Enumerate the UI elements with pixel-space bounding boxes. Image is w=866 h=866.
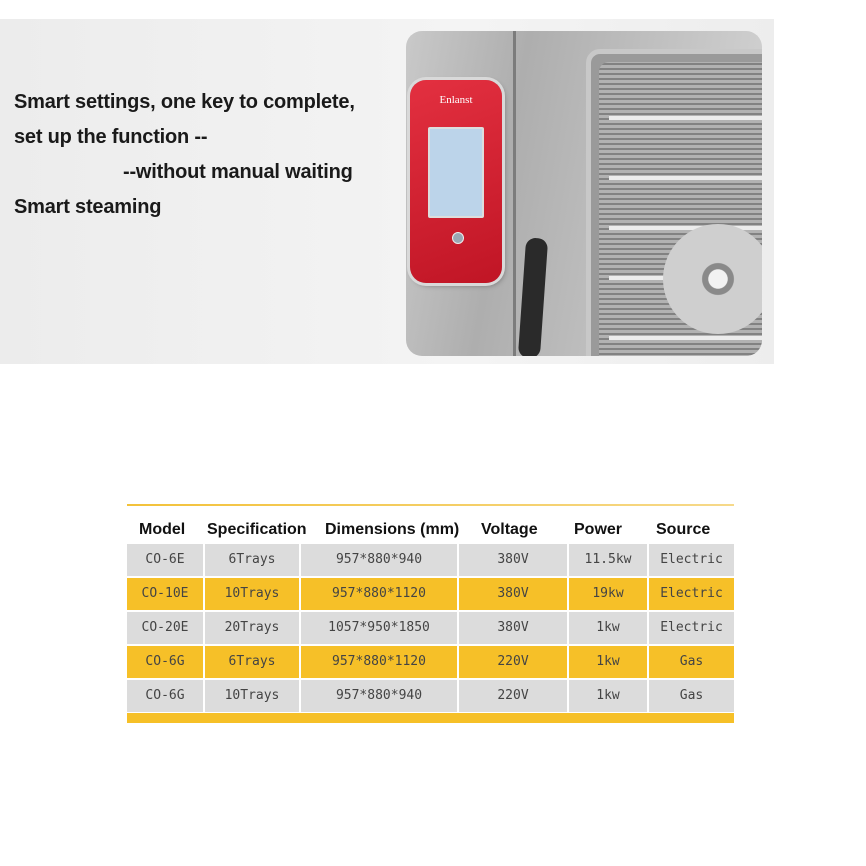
cell-dimensions: 957*880*940 <box>335 552 423 567</box>
cell-dimensions: 1057*950*1850 <box>328 620 430 635</box>
column-divider <box>203 646 205 678</box>
tagline-line-2: set up the function -- <box>14 126 208 148</box>
column-divider <box>299 612 301 644</box>
tagline-line-4: Smart steaming <box>14 196 162 218</box>
column-divider <box>457 612 459 644</box>
cell-model: CO-6G <box>145 688 185 703</box>
cell-specification: 10Trays <box>224 586 280 601</box>
cell-specification: 10Trays <box>224 688 280 703</box>
brand-logo: Enlanst <box>439 94 473 106</box>
cell-specification: 6Trays <box>228 654 276 669</box>
column-divider <box>567 646 569 678</box>
door-seam <box>513 31 516 356</box>
column-divider <box>299 544 301 576</box>
table-accent-line <box>127 504 734 506</box>
column-divider <box>567 612 569 644</box>
cell-model: CO-6E <box>145 552 185 567</box>
cell-voltage: 220V <box>497 654 529 669</box>
cell-power: 1kw <box>596 688 620 703</box>
cell-source: Gas <box>679 654 704 669</box>
column-divider <box>647 680 649 712</box>
cell-power: 1kw <box>596 654 620 669</box>
column-divider <box>299 578 301 610</box>
convection-fan-icon <box>663 224 762 334</box>
cell-dimensions: 957*880*1120 <box>332 654 426 669</box>
cell-model: CO-20E <box>141 620 189 635</box>
cell-dimensions: 957*880*940 <box>335 688 423 703</box>
cell-power: 11.5kw <box>584 552 632 567</box>
tagline-line-1: Smart settings, one key to complete, <box>14 91 355 113</box>
header-dimensions: Dimensions (mm) <box>325 521 460 538</box>
column-divider <box>647 646 649 678</box>
column-divider <box>647 578 649 610</box>
column-divider <box>647 544 649 576</box>
cell-voltage: 220V <box>497 688 529 703</box>
rack-shelf <box>609 176 762 180</box>
table-bottom-bar <box>127 713 734 723</box>
cell-voltage: 380V <box>497 586 529 601</box>
column-divider <box>299 646 301 678</box>
table-row <box>127 612 734 644</box>
column-divider <box>457 680 459 712</box>
header-model: Model <box>139 521 186 538</box>
table-row <box>127 646 734 678</box>
column-divider <box>567 578 569 610</box>
control-knob-icon <box>452 232 464 244</box>
cell-power: 1kw <box>596 620 620 635</box>
column-divider <box>457 578 459 610</box>
rack-shelf <box>609 116 762 120</box>
column-divider <box>457 646 459 678</box>
tagline-line-3: --without manual waiting <box>123 161 353 183</box>
column-divider <box>203 680 205 712</box>
rack-shelf <box>609 336 762 340</box>
cell-specification: 20Trays <box>224 620 280 635</box>
cell-source: Gas <box>679 688 704 703</box>
oven-cavity <box>586 49 762 356</box>
cell-specification: 6Trays <box>228 552 276 567</box>
column-divider <box>567 680 569 712</box>
column-divider <box>457 544 459 576</box>
table-row <box>127 680 734 712</box>
cell-source: Electric <box>660 620 723 635</box>
oven-control-panel <box>410 80 502 283</box>
cell-dimensions: 957*880*1120 <box>332 586 426 601</box>
door-handle <box>518 237 548 356</box>
table-row <box>127 544 734 576</box>
table-row <box>127 578 734 610</box>
header-specification: Specification <box>207 521 307 538</box>
column-divider <box>567 544 569 576</box>
cell-model: CO-10E <box>141 586 189 601</box>
cell-source: Electric <box>660 552 723 567</box>
column-divider <box>299 680 301 712</box>
column-divider <box>203 544 205 576</box>
touch-screen <box>428 127 484 218</box>
header-voltage: Voltage <box>481 521 538 538</box>
header-power: Power <box>574 521 623 538</box>
cell-model: CO-6G <box>145 654 185 669</box>
column-divider <box>647 612 649 644</box>
column-divider <box>203 578 205 610</box>
oven-product-photo <box>406 31 762 356</box>
cell-power: 19kw <box>592 586 624 601</box>
cell-source: Electric <box>660 586 723 601</box>
column-divider <box>203 612 205 644</box>
cell-voltage: 380V <box>497 620 529 635</box>
header-source: Source <box>656 521 711 538</box>
cell-voltage: 380V <box>497 552 529 567</box>
